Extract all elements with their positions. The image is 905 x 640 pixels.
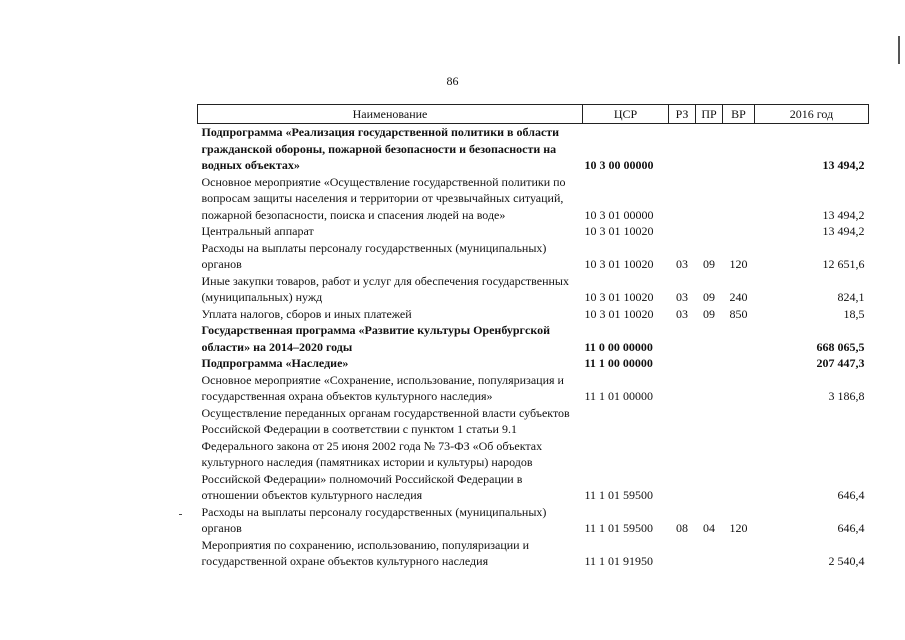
row-csr: 10 3 01 10020 bbox=[584, 306, 654, 321]
row-csr: 11 1 01 00000 bbox=[584, 389, 654, 403]
row-amount: 2 540,4 bbox=[828, 554, 865, 568]
table-row bbox=[198, 223, 869, 240]
row-pr bbox=[696, 174, 723, 224]
row-pr: 04 bbox=[703, 521, 715, 535]
row-rz: 03 bbox=[676, 290, 688, 304]
row-vr bbox=[723, 174, 755, 224]
row-csr: 11 0 00 00000 bbox=[584, 339, 653, 354]
row-pr: 09 bbox=[703, 257, 715, 271]
row-amount: 646,4 bbox=[837, 488, 865, 502]
row-vr bbox=[723, 372, 755, 405]
row-name: Центральный аппарат bbox=[201, 224, 314, 238]
row-name: Расходы на выплаты персоналу государственных (муниципальных) органов bbox=[201, 504, 547, 535]
row-amount: 668 065,5 bbox=[816, 339, 865, 354]
row-vr bbox=[723, 223, 755, 240]
row-amount: 13 494,2 bbox=[822, 224, 865, 238]
row-rz bbox=[669, 355, 696, 372]
row-csr: 10 3 01 10020 bbox=[584, 290, 654, 304]
header-pr: ПР bbox=[696, 105, 723, 124]
table-row bbox=[198, 240, 869, 273]
row-pr bbox=[696, 355, 723, 372]
page-edge-mark bbox=[898, 36, 900, 64]
row-name: Мероприятия по сохранению, использованию, популяризации и государственной охране объектов культурного наследия bbox=[201, 537, 530, 568]
row-vr bbox=[723, 355, 755, 372]
row-pr bbox=[696, 537, 723, 570]
row-rz bbox=[669, 124, 696, 174]
row-pr bbox=[696, 223, 723, 240]
scan-speck bbox=[179, 514, 182, 515]
row-rz: 03 bbox=[676, 257, 688, 271]
table-row bbox=[198, 405, 869, 504]
budget-table bbox=[197, 104, 869, 570]
row-amount: 646,4 bbox=[837, 521, 865, 535]
row-rz bbox=[669, 537, 696, 570]
table-row bbox=[198, 504, 869, 537]
row-vr: 850 bbox=[729, 306, 748, 321]
row-amount: 3 186,8 bbox=[828, 389, 865, 403]
row-name: Осуществление переданных органам государственной власти субъектов Российской Федерации в соответствии с пунктом 1 статьи 9.1 Федерального закона от 25 июня 2002 года № 73-ФЗ «Об объектах культурного наследия (памятниках истории и культуры) народов Российской Федерации» полномочий Российской Федерации в отношении объектов культурного наследия bbox=[201, 405, 570, 502]
row-rz bbox=[669, 322, 696, 355]
header-csr: ЦСР bbox=[583, 105, 669, 124]
row-pr bbox=[696, 372, 723, 405]
row-amount: 12 651,6 bbox=[822, 257, 865, 271]
table-row bbox=[198, 372, 869, 405]
row-vr: 120 bbox=[729, 521, 748, 535]
row-vr: 240 bbox=[729, 290, 748, 304]
row-csr: 11 1 01 59500 bbox=[584, 488, 654, 502]
table-row bbox=[198, 174, 869, 224]
table-row bbox=[198, 537, 869, 570]
row-name: Подпрограмма «Наследие» bbox=[201, 356, 349, 370]
table-row bbox=[198, 355, 869, 372]
row-vr: 120 bbox=[729, 257, 748, 271]
header-vr: ВР bbox=[723, 105, 755, 124]
row-name: Основное мероприятие «Осуществление государственной политики по вопросам защиты населения и территории от чрезвычайных ситуаций, пожарной безопасности, поиска и спасения людей на воде» bbox=[201, 174, 566, 222]
page-number: 86 bbox=[446, 74, 459, 88]
row-vr bbox=[723, 124, 755, 174]
row-pr: 09 bbox=[703, 290, 715, 304]
header-row bbox=[198, 105, 869, 124]
row-pr bbox=[696, 124, 723, 174]
row-amount: 207 447,3 bbox=[816, 356, 865, 370]
row-name: Уплата налогов, сборов и иных платежей bbox=[201, 306, 412, 321]
header-rz: РЗ bbox=[669, 105, 696, 124]
row-pr bbox=[696, 322, 723, 355]
row-name: Расходы на выплаты персоналу государственных (муниципальных) органов bbox=[201, 240, 547, 271]
row-pr bbox=[696, 405, 723, 504]
table-row bbox=[198, 306, 869, 323]
row-csr: 10 3 01 10020 bbox=[584, 257, 654, 271]
row-rz bbox=[669, 405, 696, 504]
header-name: Наименование bbox=[198, 105, 583, 124]
header-year: 2016 год bbox=[755, 105, 869, 124]
row-csr: 11 1 01 59500 bbox=[584, 521, 654, 535]
row-csr: 10 3 01 00000 bbox=[584, 207, 654, 222]
row-amount: 13 494,2 bbox=[822, 207, 865, 222]
row-name: Основное мероприятие «Сохранение, использование, популяризация и государственная охрана объектов культурного наследия» bbox=[201, 372, 564, 403]
row-csr: 10 3 00 00000 bbox=[584, 158, 654, 172]
row-amount: 824,1 bbox=[837, 290, 865, 304]
row-vr bbox=[723, 322, 755, 355]
row-rz: 03 bbox=[676, 306, 688, 321]
row-amount: 18,5 bbox=[843, 306, 865, 321]
table-body bbox=[198, 124, 869, 570]
row-amount: 13 494,2 bbox=[822, 158, 865, 172]
row-vr bbox=[723, 405, 755, 504]
row-name: Подпрограмма «Реализация государственной политики в области гражданской обороны, пожарной безопасности и безопасности на водных объектах» bbox=[201, 125, 560, 172]
table-row bbox=[198, 124, 869, 174]
row-pr: 09 bbox=[703, 306, 715, 321]
table-row bbox=[198, 322, 869, 355]
row-name: Иные закупки товаров, работ и услуг для обеспечения государственных (муниципальных) нужд bbox=[201, 273, 569, 304]
table-header bbox=[198, 105, 869, 124]
row-rz bbox=[669, 372, 696, 405]
row-name: Государственная программа «Развитие культуры Оренбургской области» на 2014–2020 годы bbox=[201, 323, 550, 354]
row-rz: 08 bbox=[676, 521, 688, 535]
row-csr: 10 3 01 10020 bbox=[584, 224, 654, 238]
row-rz bbox=[669, 174, 696, 224]
row-vr bbox=[723, 537, 755, 570]
row-csr: 11 1 00 00000 bbox=[584, 356, 653, 370]
row-csr: 11 1 01 91950 bbox=[584, 554, 654, 568]
row-rz bbox=[669, 223, 696, 240]
table-row bbox=[198, 273, 869, 306]
